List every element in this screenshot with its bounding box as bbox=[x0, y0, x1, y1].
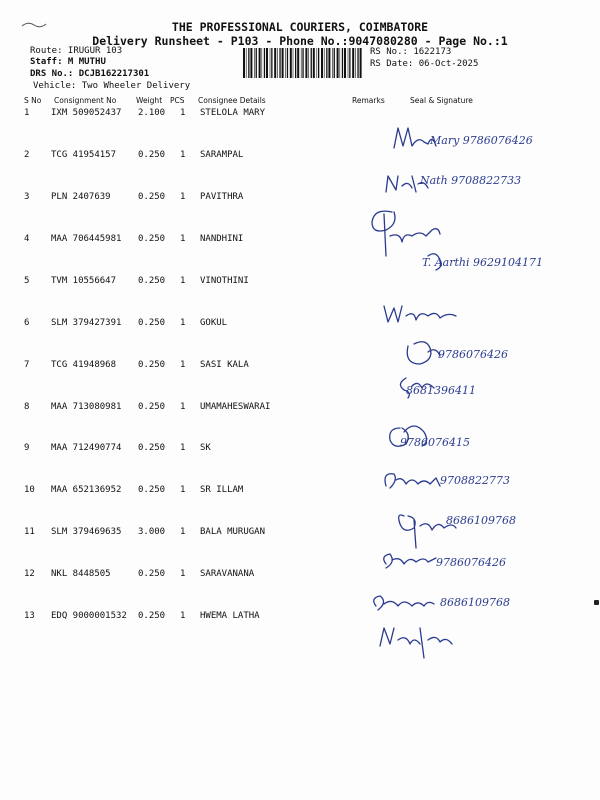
row-pcs: 1 bbox=[180, 276, 186, 286]
col-seal-header: Seal & Signature bbox=[410, 96, 473, 105]
row-sno: 6 bbox=[24, 318, 30, 328]
row-consignee: VINOTHINI bbox=[200, 276, 249, 286]
rs-no-label: RS No.: 1622173 bbox=[370, 47, 452, 57]
row-consignee: SARAMPAL bbox=[200, 150, 244, 160]
route-label: Route: IRUGUR 103 bbox=[30, 46, 123, 56]
row-pcs: 1 bbox=[180, 108, 186, 118]
row-weight: 0.250 bbox=[138, 192, 166, 202]
row-consignee: SR ILLAM bbox=[200, 485, 244, 495]
row-consignee: HWEMA LATHA bbox=[200, 611, 260, 621]
company-title: THE PROFESSIONAL COURIERS, COIMBATORE bbox=[171, 20, 429, 34]
row-consignment: TVM 10556647 bbox=[51, 276, 117, 286]
signature-mark bbox=[372, 211, 440, 256]
row-consignee: SARAVANANA bbox=[200, 569, 255, 579]
row-consignment: TCG 41948968 bbox=[51, 360, 117, 370]
row-weight: 0.250 bbox=[138, 569, 166, 579]
signature-note: 9786076426 bbox=[436, 556, 506, 569]
signature-note: Mary 9786076426 bbox=[430, 134, 533, 147]
col-consignment-header: Consignment No bbox=[54, 96, 117, 105]
row-weight: 0.250 bbox=[138, 318, 166, 328]
row-consignment: SLM 379427391 bbox=[51, 318, 122, 328]
col-remarks-header: Remarks bbox=[352, 96, 385, 105]
row-pcs: 1 bbox=[180, 150, 186, 160]
signature-note: Nath 9708822733 bbox=[420, 174, 522, 187]
row-weight: 0.250 bbox=[138, 443, 166, 453]
drs-label: DRS No.: DCJB162217301 bbox=[30, 69, 150, 79]
row-consignment: EDQ 9000001532 bbox=[51, 611, 127, 621]
row-consignee: BALA MURUGAN bbox=[200, 527, 266, 537]
row-pcs: 1 bbox=[180, 611, 186, 621]
row-consignee: UMAMAHESWARAI bbox=[200, 402, 271, 412]
row-consignment: MAA 712490774 bbox=[51, 443, 122, 453]
row-sno: 11 bbox=[24, 527, 35, 537]
row-pcs: 1 bbox=[180, 318, 186, 328]
signature-note: 9786076426 bbox=[438, 348, 508, 361]
row-consignment: SLM 379469635 bbox=[51, 527, 122, 537]
row-pcs: 1 bbox=[180, 360, 186, 370]
row-weight: 3.000 bbox=[138, 527, 166, 537]
row-consignee: SK bbox=[200, 443, 211, 453]
row-consignment: NKL 8448505 bbox=[51, 569, 111, 579]
runsheet-subtitle: Delivery Runsheet - P103 - Phone No.:9047080280 - Page No.:1 bbox=[92, 34, 508, 48]
row-sno: 8 bbox=[24, 402, 30, 412]
signature-mark bbox=[407, 342, 440, 364]
row-pcs: 1 bbox=[180, 234, 186, 244]
row-weight: 0.250 bbox=[138, 360, 166, 370]
row-pcs: 1 bbox=[180, 402, 186, 412]
row-pcs: 1 bbox=[180, 527, 186, 537]
row-weight: 0.250 bbox=[138, 402, 166, 412]
row-sno: 13 bbox=[24, 611, 35, 621]
row-consignment: TCG 41954157 bbox=[51, 150, 117, 160]
scan-speck bbox=[594, 600, 599, 605]
row-sno: 3 bbox=[24, 192, 30, 202]
row-sno: 5 bbox=[24, 276, 30, 286]
rs-date-label: RS Date: 06-Oct-2025 bbox=[370, 59, 479, 69]
row-consignee: NANDHINI bbox=[200, 234, 244, 244]
row-consignment: IXM 509052437 bbox=[51, 108, 122, 118]
row-consignment: MAA 706445981 bbox=[51, 234, 122, 244]
signature-note: 8686109768 bbox=[446, 514, 516, 527]
row-sno: 2 bbox=[24, 150, 30, 160]
col-consignee-header: Consignee Details bbox=[198, 96, 266, 105]
row-sno: 10 bbox=[24, 485, 35, 495]
row-consignment: MAA 652136952 bbox=[51, 485, 122, 495]
row-weight: 0.250 bbox=[138, 611, 166, 621]
row-pcs: 1 bbox=[180, 192, 186, 202]
row-consignee: PAVITHRA bbox=[200, 192, 244, 202]
row-consignment: PLN 2407639 bbox=[51, 192, 111, 202]
staff-label: Staff: M MUTHU bbox=[30, 57, 106, 67]
row-weight: 0.250 bbox=[138, 485, 166, 495]
row-consignment: MAA 713080981 bbox=[51, 402, 122, 412]
col-sno-header: S No bbox=[24, 96, 42, 105]
row-consignee: SASI KALA bbox=[200, 360, 249, 370]
signature-note: 9786076415 bbox=[400, 436, 470, 449]
signature-mark bbox=[380, 628, 452, 658]
signature-mark bbox=[384, 554, 436, 568]
signature-note: 8686109768 bbox=[440, 596, 510, 609]
row-pcs: 1 bbox=[180, 569, 186, 579]
col-pcs-header: PCS bbox=[170, 96, 185, 105]
col-weight-header: Weight bbox=[136, 96, 163, 105]
row-weight: 0.250 bbox=[138, 276, 166, 286]
signature-note: 9708822773 bbox=[440, 474, 510, 487]
row-consignee: STELOLA MARY bbox=[200, 108, 266, 118]
row-pcs: 1 bbox=[180, 485, 186, 495]
row-pcs: 1 bbox=[180, 443, 186, 453]
signature-note: 8681396411 bbox=[406, 384, 476, 397]
signature-mark bbox=[384, 306, 456, 322]
row-weight: 2.100 bbox=[138, 108, 166, 118]
signature-note: T. Aarthi 9629104171 bbox=[422, 256, 543, 269]
row-weight: 0.250 bbox=[138, 234, 166, 244]
vehicle-label: Vehicle: Two Wheeler Delivery bbox=[33, 81, 191, 91]
row-sno: 9 bbox=[24, 443, 30, 453]
signature-mark bbox=[385, 474, 440, 488]
row-weight: 0.250 bbox=[138, 150, 166, 160]
signature-mark bbox=[374, 596, 434, 610]
row-sno: 4 bbox=[24, 234, 30, 244]
row-sno: 1 bbox=[24, 108, 30, 118]
row-sno: 7 bbox=[24, 360, 30, 370]
row-sno: 12 bbox=[24, 569, 35, 579]
row-consignee: GOKUL bbox=[200, 318, 228, 328]
